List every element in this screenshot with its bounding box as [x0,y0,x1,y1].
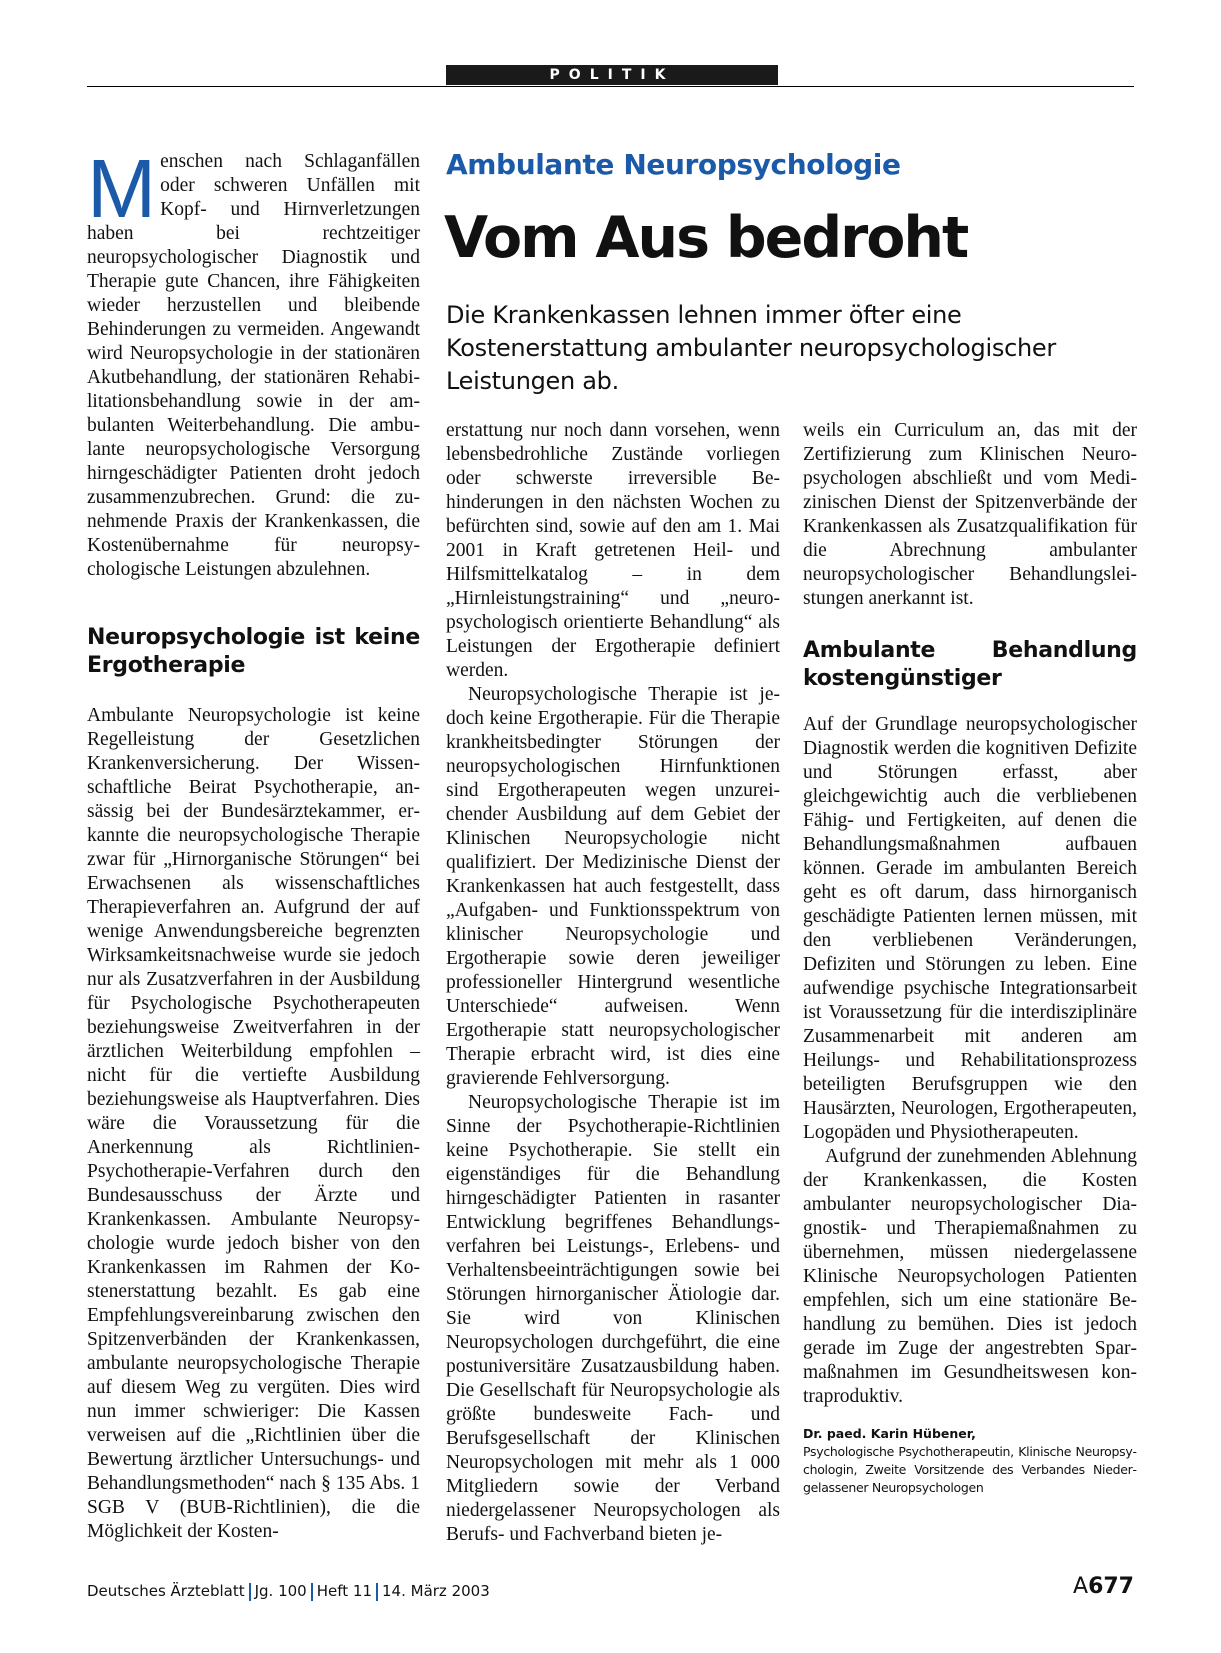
date: 14. März 2003 [382,1582,490,1600]
author-block [803,1425,1137,1497]
author-description: Psychologische Psychotherapeutin, Klinische Neuropsychologin, Zweite Vorsitzende des Verbandes Niedergelassener Neuropsychologen [803,1444,1137,1495]
intro-text: enschen nach Schlaganfällen oder schweren Unfällen mit Kopf- und Hirnverletzungen haben bei rechtzeitiger neuropsychologischer Diagnostik und Therapie gute Chancen, ihre Fähigkeiten wieder herzustellen und bleibende Behinderungen zu vermeiden. Angewandt wird Neuropsychologie in der stationären Akutbehandlung, der stationären Rehabilitationsbehandlung sowie in der ambulanten Weiterbehandlung. Die ambulante neuropsychologische Versorgung hirngeschädigter Patienten droht jedoch zusammenzubrechen. Grund: die zunehmende Praxis der Krankenkassen, die Kostenübernahme für neuropsychologische Leistungen abzulehnen. [87,151,420,580]
article-headline: Vom Aus bedroht [444,205,968,271]
paragraph: Auf der Grundlage neuropsychologischer Diagnostik werden die kognitiven Defizite und Störungen erfasst, aber gleichgewichtig auch die verbliebenen Fähig- und Fertigkeiten, auf denen die Behandlungsmaßnahmen aufbauen können. Gerade im ambulanten Bereich geht es oft darum, dass hirnorganisch geschädigte Patienten lernen müssen, mit den verbliebenen Veränderungen, Defiziten und Störungen zu leben. Eine aufwendige psychische Integrationsarbeit ist Voraussetzung für die interdisziplinäre Zusammenarbeit mit anderen am Heilungs- und Rehabilitationsprozess beteiligten Berufsgruppen wie den Hausärzten, Neurologen, Ergotherapeuten, Logopäden und Physiotherapeuten. [803,714,1137,1143]
column-3 [803,419,1137,1497]
separator [376,1583,378,1601]
column-1 [87,142,420,1544]
article-kicker: Ambulante Neuropsychologie [446,148,901,181]
paragraph: erstattung nur noch dann vorsehen, wenn lebensbedrohliche Zustände vorliegen oder schwerste irreversible Behinderungen in den nächsten Wochen zu befürchten sind, sowie auf den am 1. Mai 2001 in Kraft getretenen Heil- und Hilfsmittelkatalog – in dem „Hirnleistungstraining“ und „neuropsychologisch orientierte Behandlung“ als Leistungen der Ergotherapie definiert werden. [446,420,780,681]
issue: Heft 11 [316,1582,372,1600]
journal-name: Deutsches Ärzteblatt [87,1582,245,1600]
subhead-ergotherapie: Neuropsychologie ist keine Ergotherapie [87,625,420,678]
paragraph: Ambulante Neuropsychologie ist keine Regelleistung der Gesetzlichen Krankenversicherung. Der Wissenschaftliche Beirat Psychotherapie, ansässig bei der Bundesärztekammer, erkannte die neuropsychologische Therapie zwar für „Hirnorganische Störungen“ bei Erwachsenen als wissenschaftliches Therapieverfahren an. Aufgrund der auf wenige Anwendungsbereiche begrenzten Wirksamkeitsnachweise wurde sie jedoch nur als Zusatzverfahren in der Ausbildung für Psychologische Psychotherapeuten beziehungsweise Zweitverfahren in der ärztlichen Weiterbildung empfohlen – nicht für die vertiefte Ausbildung beziehungsweise als Hauptverfahren. Dies wäre die Voraussetzung für die Anerkennung als Richtlinien-Psychotherapie-Verfahren durch den Bundesausschuss der Ärzte und Krankenkassen. Ambulante Neuropsychologie wurde jedoch bisher von den Krankenkassen im Rahmen der Kostenerstattung bezahlt. Es gab eine Empfehlungsvereinbarung zwischen den Spitzenverbänden der Krankenkassen, ambulante neuropsychologische Therapie auf diesem Weg zu vergüten. Dies wird nun immer schwieriger: Die Kassen verweisen auf die „Richtlinien über die Bewertung ärztlicher Untersuchungs- und Behandlungsmethoden“ nach § 135 Abs. 1 SGB V (BUB-Richtlinien), die die Möglichkeit der Kosten- [87,705,420,1542]
paragraph: Neuropsychologische Therapie ist jedoch keine Ergotherapie. Für die Therapie krankheitsbedingter Störungen der neuropsychologischen Hirnfunktionen sind Ergotherapeuten wegen unzureichender Ausbildung auf dem Gebiet der Klinischen Neuropsychologie nicht qualifiziert. Der Medizinische Dienst der Krankenkassen hat auch festgestellt, dass „Aufgaben- und Funktionsspektrum von klinischer Neuropsychologie und Ergotherapie sowie deren jeweiliger professioneller Hintergrund wesentliche Unterschiede“ aufweisen. Wenn Ergotherapie statt neuropsychologischer Therapie erbracht wird, ist dies eine gravierende Fehlversorgung. [446,684,780,1089]
author-name: Dr. paed. Karin Hübener, [803,1426,976,1441]
paragraph: Aufgrund der zunehmenden Ablehnung der Krankenkassen, die Kosten ambulanter neuropsychologischer Diagnostik- und Therapiemaßnahmen zu übernehmen, müssen niedergelassene Klinische Neuropsychologen Patienten empfehlen, sich um eine stationäre Behandlung zu bemühen. Dies ist jedoch gerade im Zuge der angestrebten Sparmaßnahmen im Gesundheitswesen kontraproduktiv. [803,1146,1137,1407]
separator [249,1583,251,1601]
paragraph: Neuropsychologische Therapie ist im Sinne der Psychotherapie-Richtlinien keine Psychotherapie. Sie stellt ein eigenständiges für die Behandlung hirngeschädigter Patienten in rasanter Entwicklung begriffenes Behandlungsverfahren bei Leistungs-, Erlebens- und Verhaltensbeeinträchtigungen sowie bei Störungen hirnorganischer Ätiologie dar. Sie wird von Klinischen Neuropsychologen durchgeführt, die eine postuniversitäre Zusatzausbildung haben. Die Gesellschaft für Neuropsychologie als größte bundesweite Fach- und Berufsgesellschaft der Klinischen Neuropsychologen mit mehr als 1 000 Mitgliedern sowie der Verband niedergelassener Neuropsychologen als Berufs- und Fachverband bieten je- [446,1092,780,1545]
page-number-value: 677 [1088,1574,1134,1599]
page-number [1073,1574,1134,1599]
article-lead: Die Krankenkassen lehnen immer öfter eine Kostenerstattung ambulanter neuropsychologischer Leistungen ab. [446,301,1056,395]
section-label: POLITIK [446,65,778,85]
volume: Jg. 100 [254,1582,307,1600]
subhead-kostenguenstiger: Ambulante Behandlung kostengünstiger [803,638,1137,691]
page-prefix: A [1073,1574,1089,1599]
paragraph: weils ein Curriculum an, das mit der Zertifizierung zum Klinischen Neuropsychologen abschließt und vom Medizinischen Dienst der Spitzenverbände der Krankenkassen als Zusatzqualifikation für die Abrechnung ambulanter neuropsychologischer Behandlungsleistungen anerkannt ist. [803,420,1137,609]
footer-citation [87,1582,490,1601]
intro-paragraph [87,142,420,582]
drop-cap: M [87,142,157,235]
column-2 [446,419,780,1547]
separator [311,1583,313,1601]
